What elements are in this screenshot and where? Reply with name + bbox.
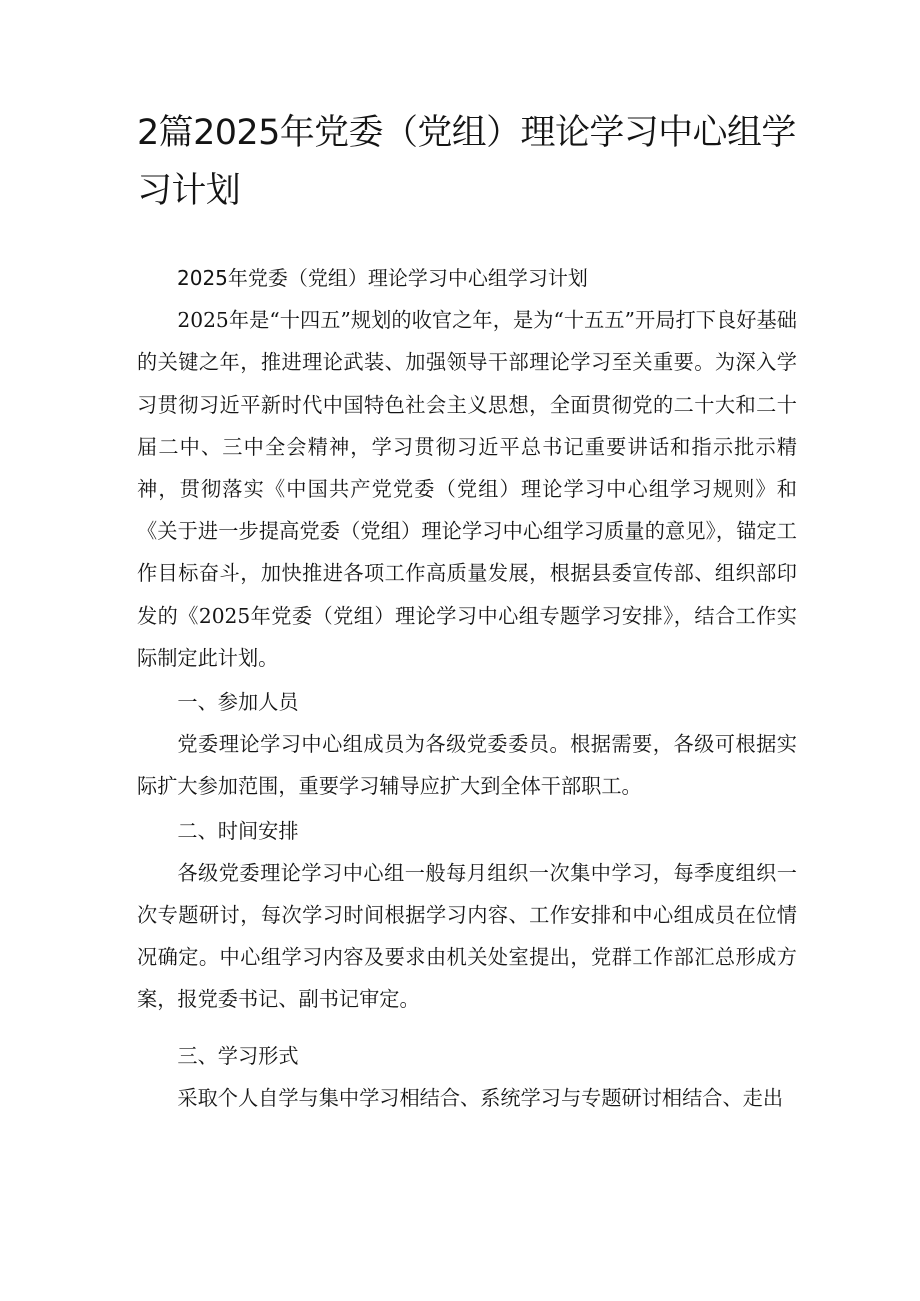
section-text-participants: 党委理论学习中心组成员为各级党委委员。根据需要，各级可根据实际扩大参加范围，重要学习辅导应扩大到全体干部职工。 [137, 732, 797, 799]
intro-paragraph: 2025年是“十四五”规划的收官之年，是为“十五五”开局打下良好基础的关键之年，推进理论武装、加强领导干部理论学习至关重要。为深入学习贯彻习近平新时代中国特色社会主义思想，全面贯彻党的二十大和二十届二中、三中全会精神，学习贯彻习近平总书记重要讲话和指示批示精神，贯彻落实《中国共产党党委（党组）理论学习中心组学习规则》和《关于进一步提高党委（党组）理论学习中心组学习质量的意见》，锚定工作目标奋斗，加快推进各项工作高质量发展，根据县委宣传部、组织部印发的《2025年党委（党组）理论学习中心组专题学习安排》，结合工作实际制定此计划。 [137, 308, 797, 670]
section-text-schedule: 各级党委理论学习中心组一般每月组织一次集中学习，每季度组织一次专题研讨，每次学习时间根据学习内容、工作安排和中心组成员在位情况确定。中心组学习内容及要求由机关处室提出，党群工作部汇总形成方案，报党委书记、副书记审定。 [137, 860, 797, 1012]
section-heading-schedule: 二、时间安排 [177, 818, 299, 843]
section-heading-study-format: 三、学习形式 [177, 1043, 299, 1068]
document-subtitle: 2025年党委（党组）理论学习中心组学习计划 [177, 266, 588, 290]
document-title: 2篇2025年党委（党组）理论学习中心组学习计划 [137, 113, 796, 211]
document-body [137, 256, 797, 1119]
section-text-study-format: 采取个人自学与集中学习相结合、系统学习与专题研讨相结合、走出 [177, 1085, 784, 1110]
section-heading-participants: 一、参加人员 [177, 690, 299, 715]
